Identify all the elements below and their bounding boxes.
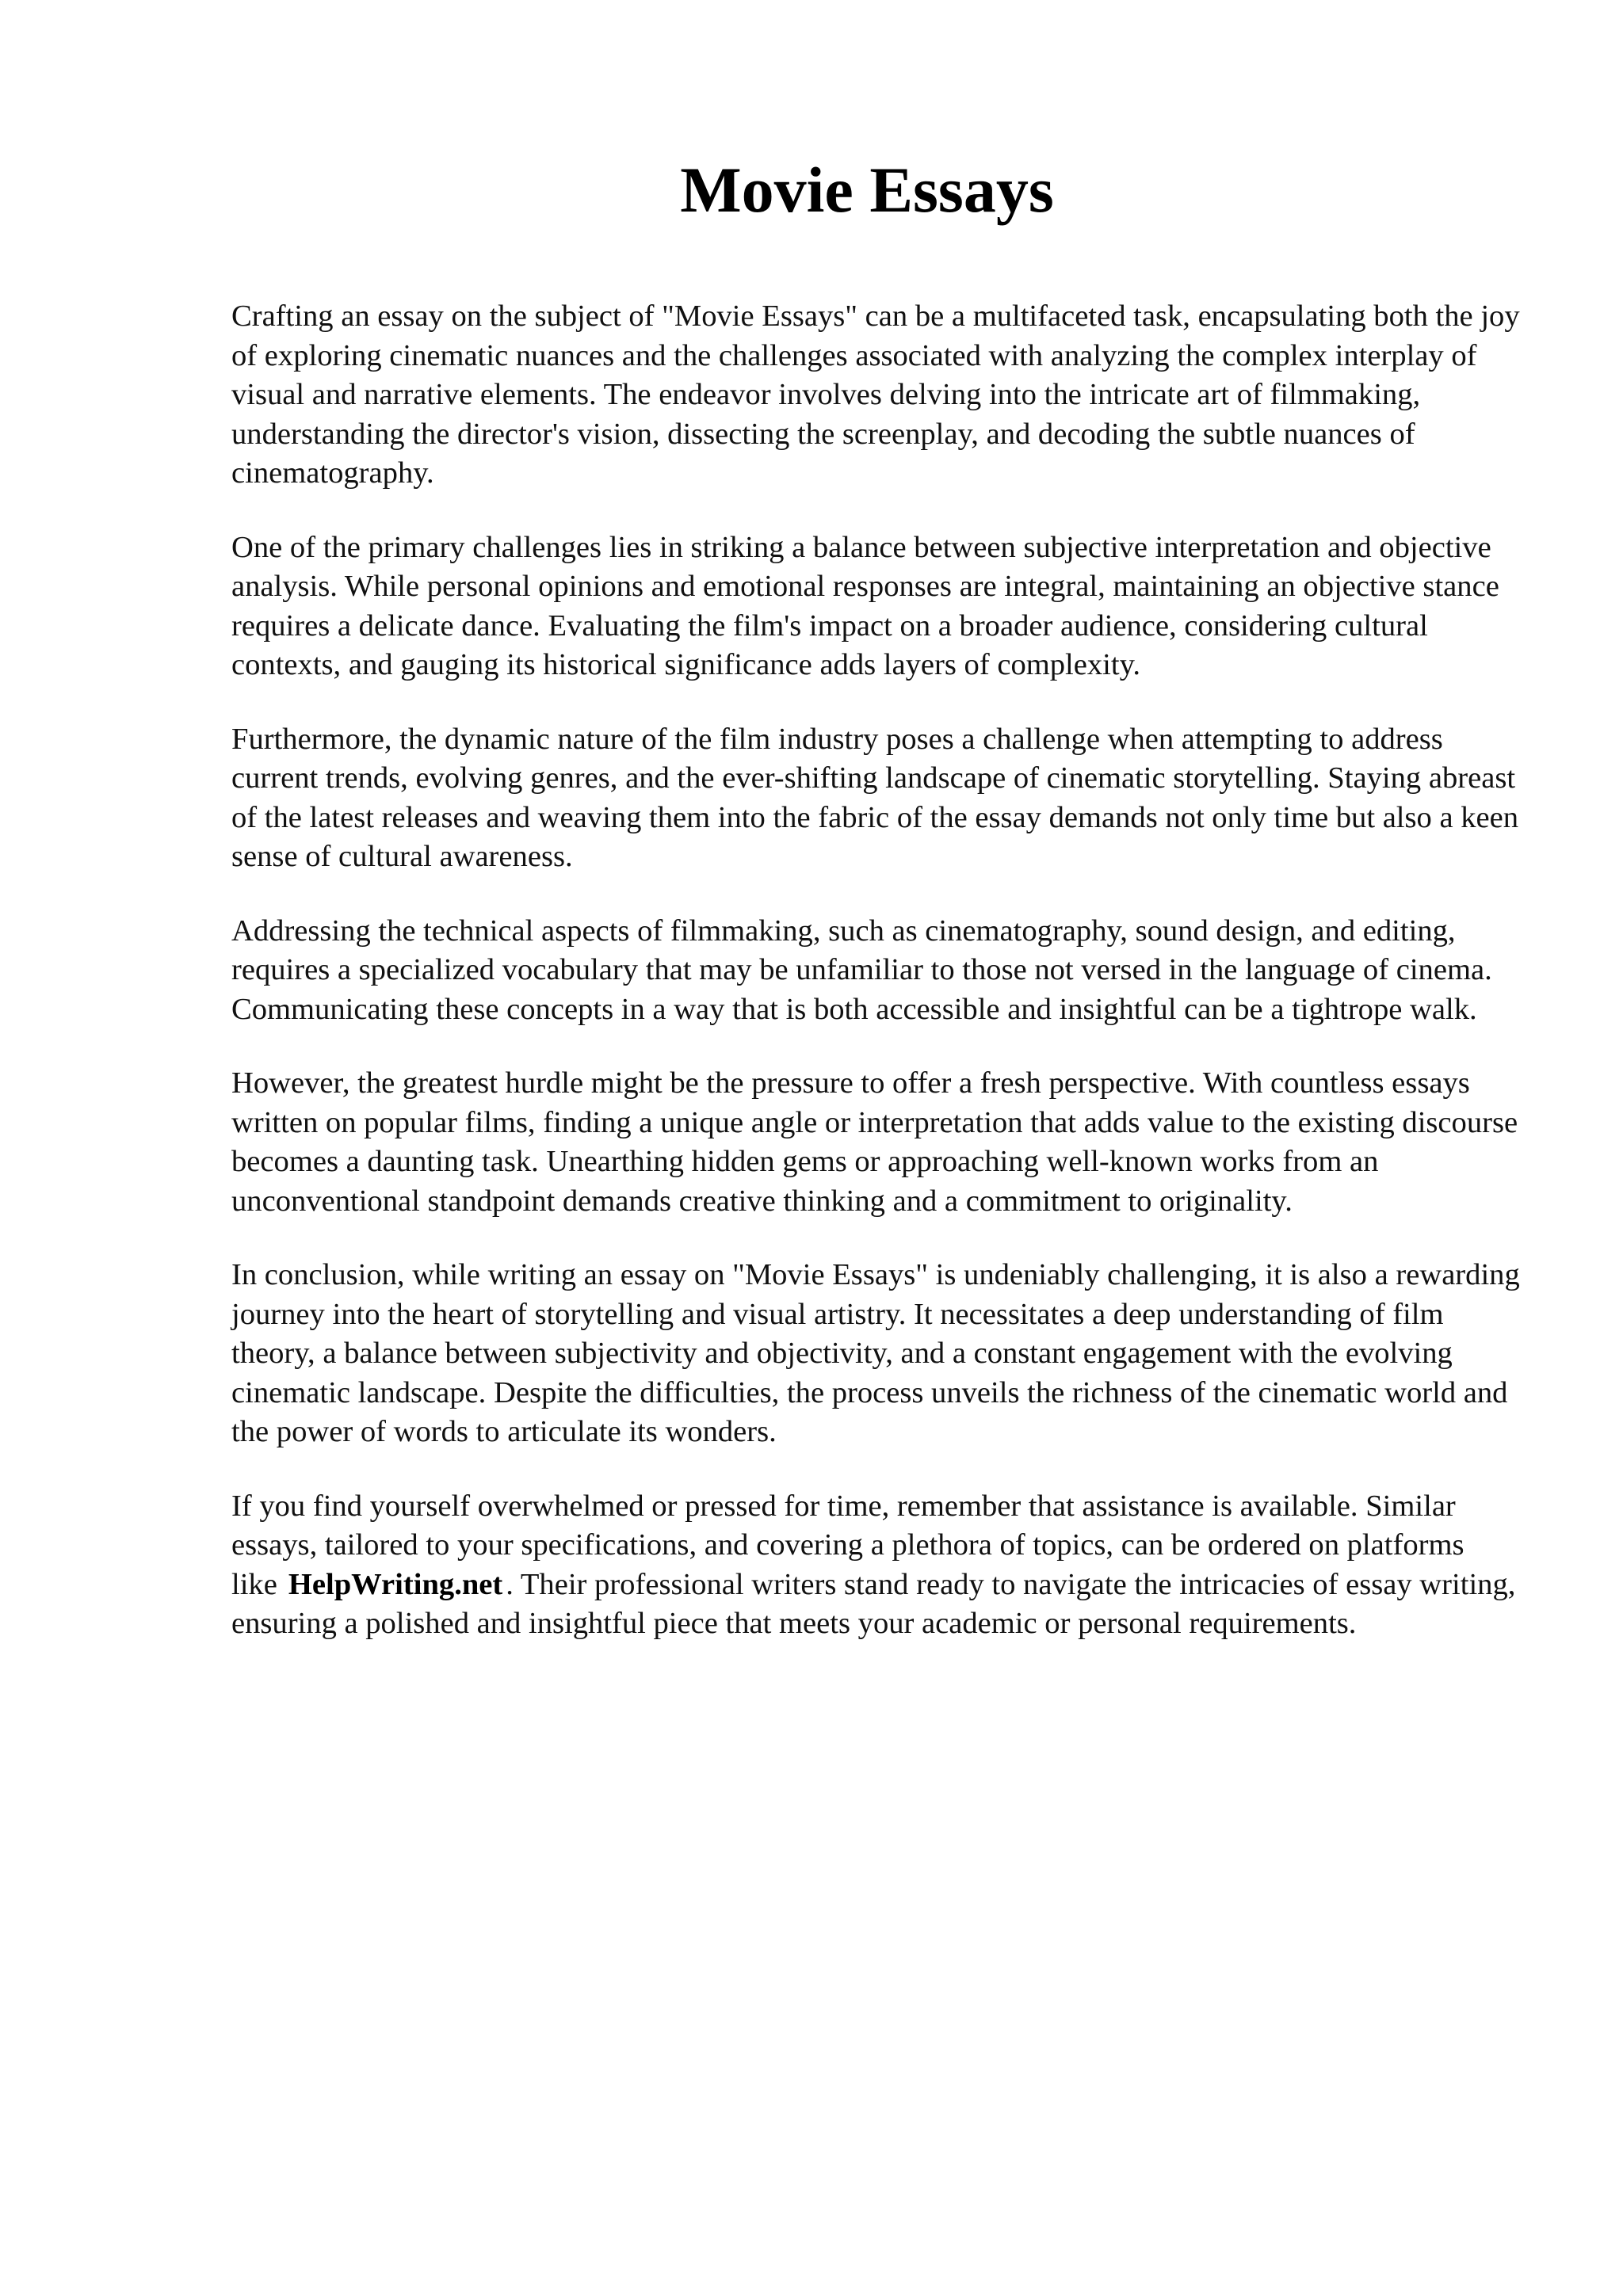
paragraph-challenges: One of the primary challenges lies in striking a balance between subjective interpretation and objective analysis. While personal opinions and emotional responses are integral, maintaining an objective stance requires a delicate dance. Evaluating the film's impact on a broader audience, considering cultural contexts, and gauging its historical significance adds layers of complexity. — [231, 530, 1499, 681]
assistance-text-before: If you find yourself overwhelmed or pressed for time, remember that assistance is available. Similar essays, tailored to your specifications, and covering a plethora of topics, can be ordered on platforms like — [231, 1489, 1465, 1601]
document-body — [231, 297, 1531, 1679]
document-title: Movie Essays — [680, 154, 1054, 226]
assistance-text-after: . Their professional writers stand ready to navigate the intricacies of essay writing, ensuring a polished and insightful piece that meets your academic or personal requirements. — [231, 1567, 1516, 1640]
paragraph-perspective: However, the greatest hurdle might be the pressure to offer a fresh perspective. With countless essays written on popular films, finding a unique angle or interpretation that adds value to the existing discourse becomes a daunting task. Unearthing hidden gems or approaching well-known works from an unconventional standpoint demands creative thinking and a commitment to originality. — [231, 1066, 1518, 1218]
paragraph-conclusion: In conclusion, while writing an essay on "Movie Essays" is undeniably challenging, it is also a rewarding journey into the heart of storytelling and visual artistry. It necessitates a deep understanding of film theory, a balance between subjectivity and objectivity, and a constant engagement with the evolving cinematic landscape. Despite the difficulties, the process unveils the richness of the cinematic world and the power of words to articulate its wonders. — [231, 1258, 1520, 1448]
paragraph-industry: Furthermore, the dynamic nature of the film industry poses a challenge when attempting to address current trends, evolving genres, and the ever-shifting landscape of cinematic storytelling. Staying abreast of the latest releases and weaving them into the fabric of the essay demands not only time but also a keen sense of cultural awareness. — [231, 722, 1519, 873]
brand-name: HelpWriting.net — [288, 1567, 503, 1601]
paragraph-intro: Crafting an essay on the subject of "Movie Essays" can be a multifaceted task, encapsulating both the joy of exploring cinematic nuances and the challenges associated with analyzing the complex interplay of visual and narrative elements. The endeavor involves delving into the intricate art of filmmaking, understanding the director's vision, dissecting the screenplay, and decoding the subtle nuances of cinematography. — [231, 299, 1520, 490]
paragraph-assistance — [231, 1487, 1531, 1644]
paragraph-technical: Addressing the technical aspects of filmmaking, such as cinematography, sound design, and editing, requires a specialized vocabulary that may be unfamiliar to those not versed in the language of cinema. Communicating these concepts in a way that is both accessible and insightful can be a tightrope walk. — [231, 913, 1492, 1026]
